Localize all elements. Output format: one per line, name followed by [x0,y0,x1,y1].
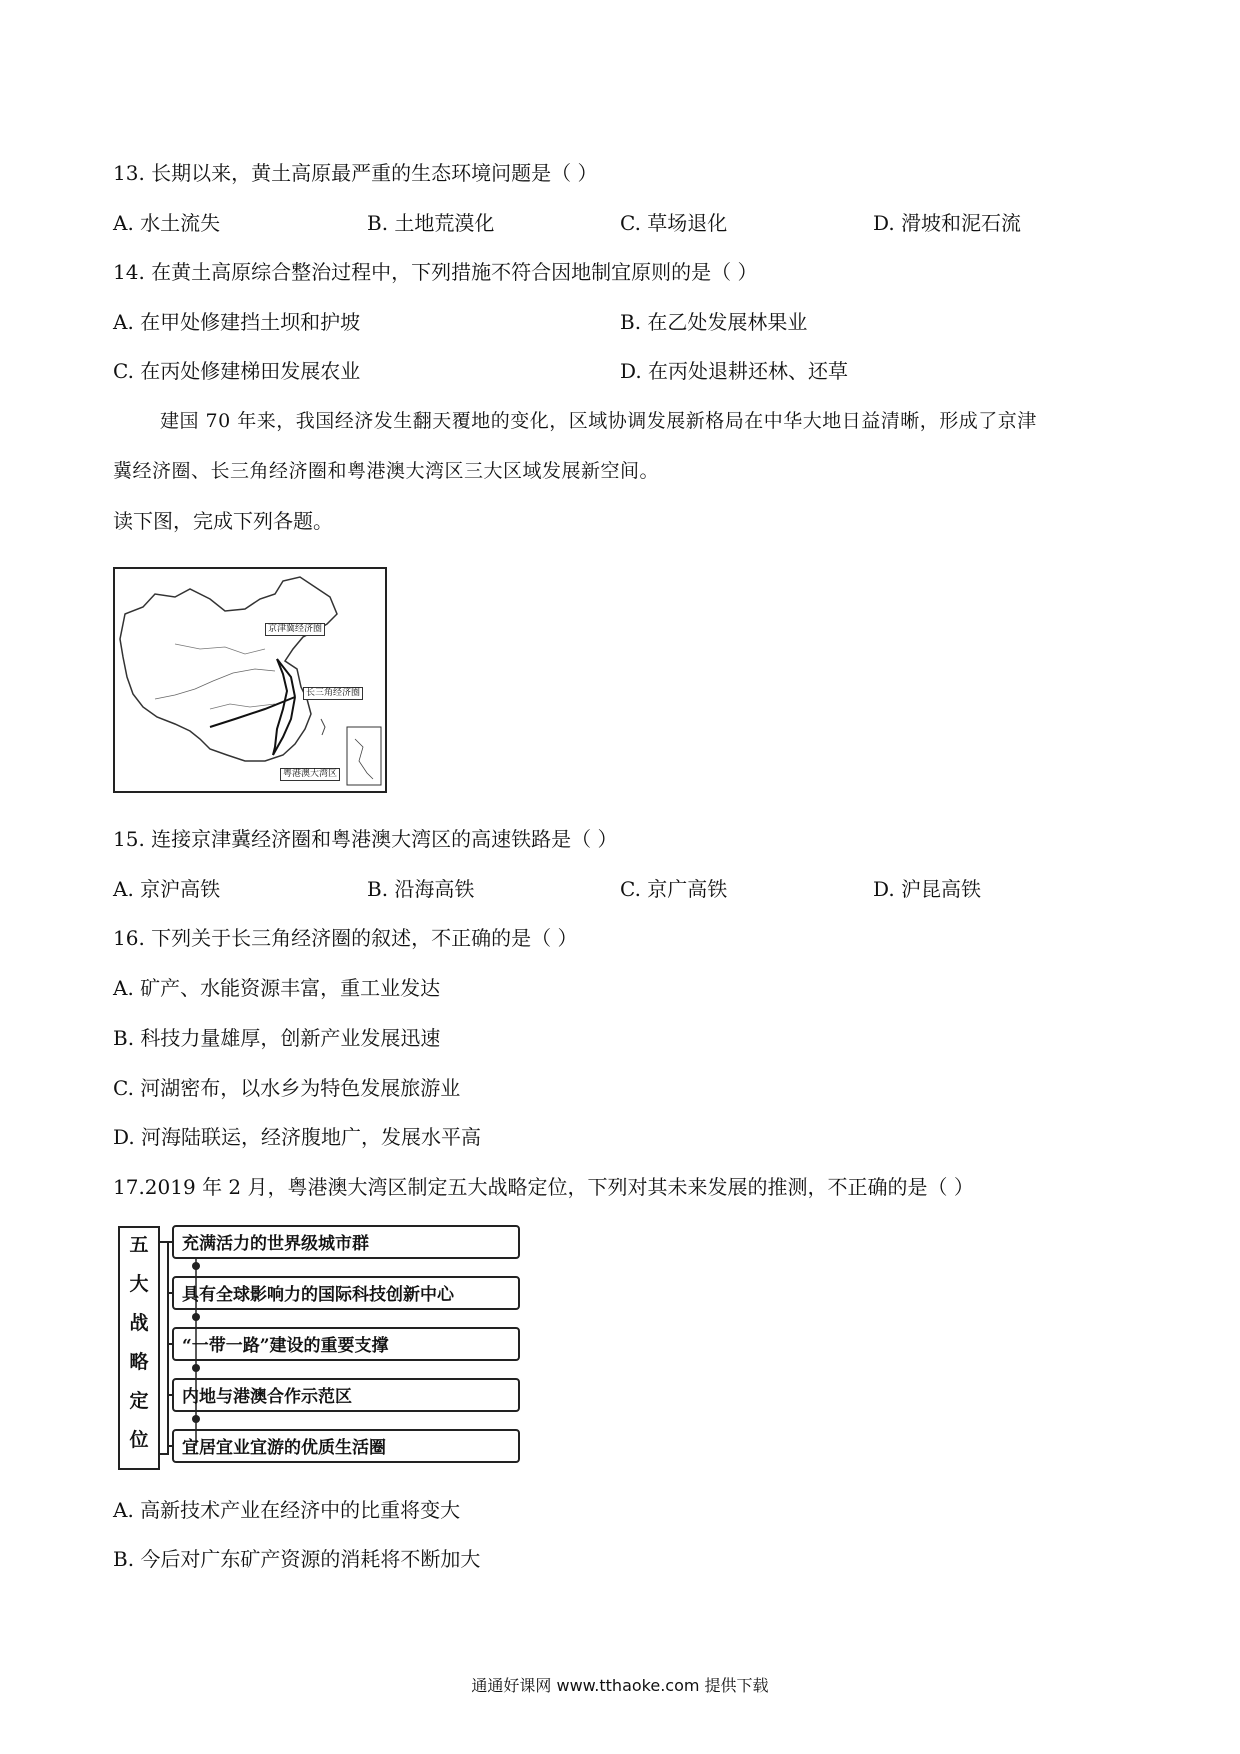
strategy-item: 充满活力的世界级城市群 [172,1225,520,1259]
strategy-item: 内地与港澳合作示范区 [172,1378,520,1412]
q15-option-d: D. 沪昆高铁 [873,877,982,901]
q15-option-a: A. 京沪高铁 [113,877,221,901]
q13-option-c: C. 草场退化 [620,211,728,235]
strategy-item: 具有全球影响力的国际科技创新中心 [172,1276,520,1310]
q14-option-b: B. 在乙处发展林果业 [620,310,808,334]
diagram-title-char: 战 [129,1312,149,1334]
passage-line-1: 建国 70 年来，我国经济发生翻天覆地的变化，区域协调发展新格局在中华大地日益清晰，形成了京津 [160,410,1037,432]
map-label-changsanjiao: 长三角经济圈 [303,687,363,700]
map-label-jingjinji: 京津冀经济圈 [265,623,325,636]
q13-option-d: D. 滑坡和泥石流 [873,211,1022,235]
q13-option-a: A. 水土流失 [113,211,221,235]
q14-option-a: A. 在甲处修建挡土坝和护坡 [113,310,361,334]
q14-option-d: D. 在丙处退耕还林、还草 [620,359,849,383]
diagram-title-char: 略 [129,1351,149,1373]
q14-option-c: C. 在丙处修建梯田发展农业 [113,359,361,383]
q17-stem: 17.2019 年 2 月，粤港澳大湾区制定五大战略定位，下列对其未来发展的推测，不正确的是（ ） [113,1175,974,1199]
passage-line-2: 冀经济圈、长三角经济圈和粤港澳大湾区三大区域发展新空间。 [113,460,660,482]
diagram-title-char: 定 [129,1390,149,1412]
q16-option-d: D. 河海陆联运，经济腹地广，发展水平高 [113,1125,482,1149]
china-economic-zones-map [113,567,387,793]
diagram-title-char: 五 [129,1234,149,1256]
passage-instruction: 读下图，完成下列各题。 [113,509,333,533]
diagram-title-char: 位 [129,1429,149,1451]
q16-stem: 16. 下列关于长三角经济圈的叙述，不正确的是（ ） [113,926,578,950]
q14-stem: 14. 在黄土高原综合整治过程中，下列措施不符合因地制宜原则的是（ ） [113,260,758,284]
q17-option-a: A. 高新技术产业在经济中的比重将变大 [113,1498,461,1522]
q16-option-b: B. 科技力量雄厚，创新产业发展迅速 [113,1026,441,1050]
page-footer: 通通好课网 www.tthaoke.com 提供下载 [471,1676,769,1695]
map-label-yuegangao: 粤港澳大湾区 [280,768,340,781]
q15-option-c: C. 京广高铁 [620,877,728,901]
china-map-outline [115,569,385,791]
q13-option-b: B. 土地荒漠化 [367,211,495,235]
five-strategic-positioning-diagram [118,1220,528,1476]
diagram-title-char: 大 [129,1273,149,1295]
q15-option-b: B. 沿海高铁 [367,877,475,901]
q15-stem: 15. 连接京津冀经济圈和粤港澳大湾区的高速铁路是（ ） [113,827,618,851]
q16-option-c: C. 河湖密布，以水乡为特色发展旅游业 [113,1076,461,1100]
strategy-item: 宜居宜业宜游的优质生活圈 [172,1429,520,1463]
q17-option-b: B. 今后对广东矿产资源的消耗将不断加大 [113,1547,481,1571]
strategy-item: “一带一路”建设的重要支撑 [172,1327,520,1361]
q16-option-a: A. 矿产、水能资源丰富，重工业发达 [113,976,441,1000]
q13-stem: 13. 长期以来，黄土高原最严重的生态环境问题是（ ） [113,161,598,185]
